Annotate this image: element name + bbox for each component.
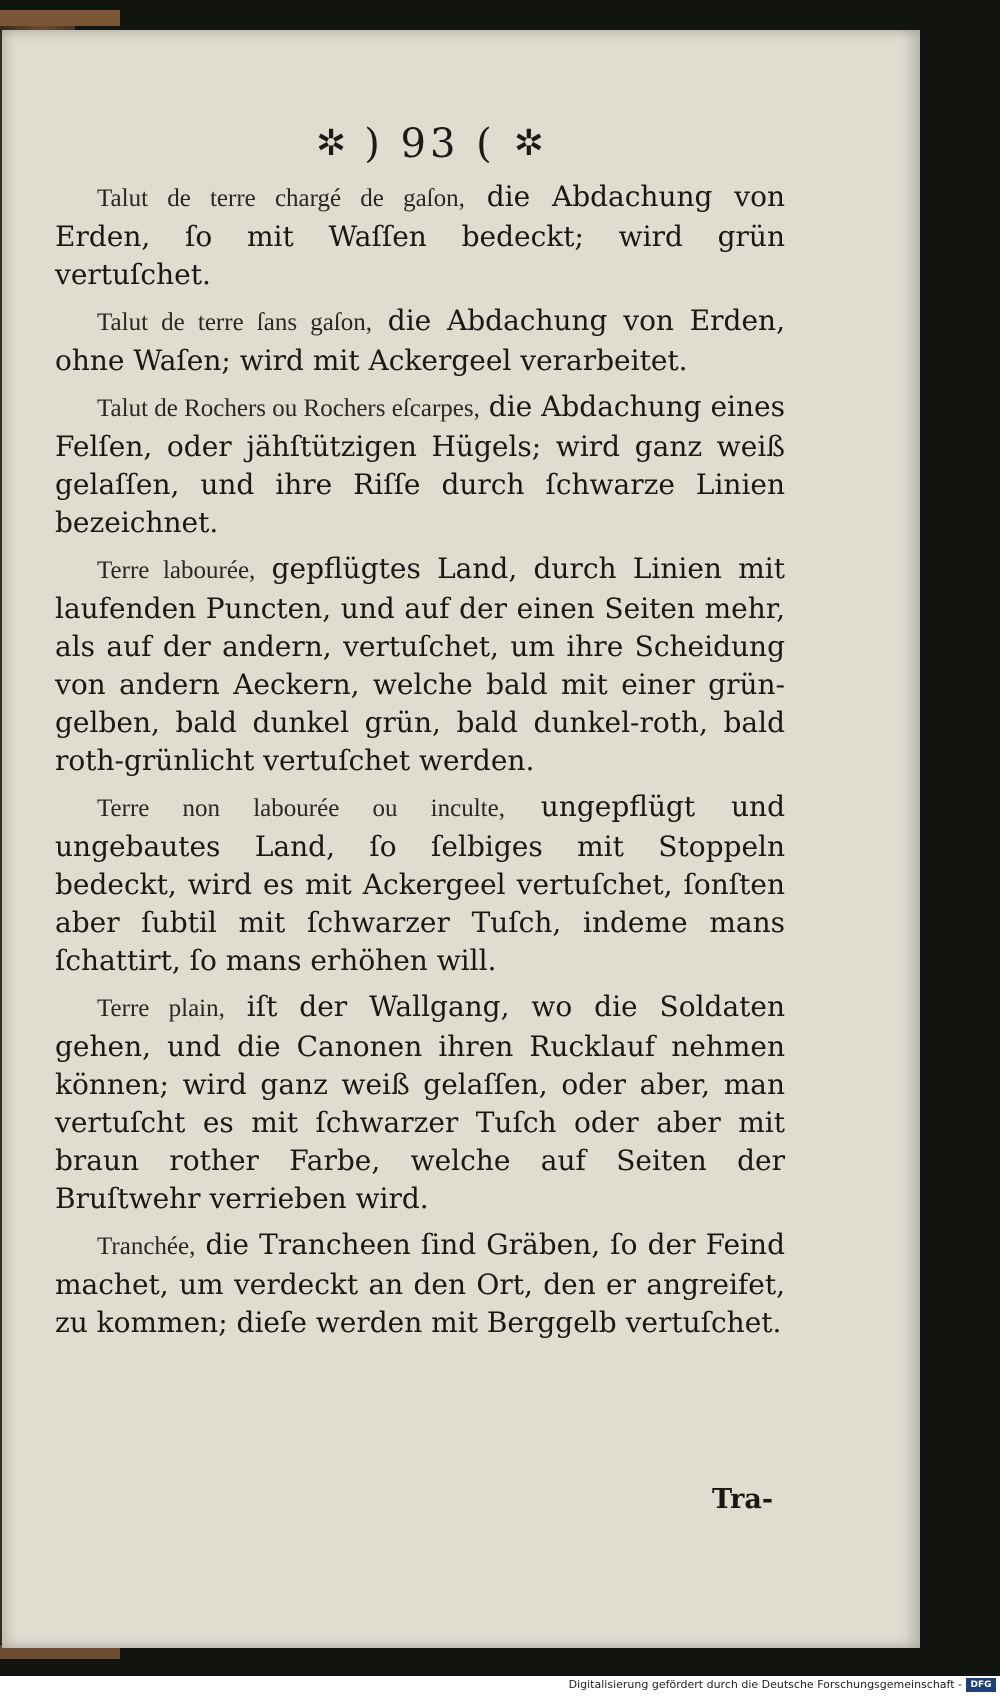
entry-terre-labouree bbox=[55, 550, 785, 780]
page-header bbox=[290, 118, 570, 170]
entry-text: die Abdachung von Erden, ohne Waſen; wird mit Ackergeel verarbeitet. bbox=[55, 304, 785, 377]
entry-text: die Abdachung eines Felſen, oder jähſtützigen Hügels; wird ganz weiß gelaſſen, und ihre Riſſe durch ſchwarze Linien bezeichnet. bbox=[55, 390, 785, 539]
body-text bbox=[55, 178, 785, 1350]
entry-talut-rochers bbox=[55, 388, 785, 542]
book-cover-corner-top bbox=[0, 10, 120, 26]
catchword: Tra- bbox=[712, 1484, 774, 1515]
entry-terre-non-labouree bbox=[55, 788, 785, 980]
entry-term: Tranchée, bbox=[97, 1233, 196, 1260]
funding-credit: Digitalisierung gefördert durch die Deutsche Forschungsgemeinschaft - bbox=[568, 1678, 962, 1691]
entry-talut-chargé bbox=[55, 178, 785, 294]
entry-text: iſt der Wallgang, wo die Soldaten gehen, und die Canonen ihren Rucklauf nehmen können; wird ganz weiß gelaſſen, oder aber, man vertuſcht es mit ſchwarzer Tuſch oder aber mit braun rother Farbe, welche auf Seiten der Bruſtwehr verrieben wird. bbox=[55, 990, 785, 1215]
entry-terre-plain bbox=[55, 988, 785, 1218]
entry-text: die Abdachung von Erden, ſo mit Waſſen bedeckt; wird grün vertuſchet. bbox=[55, 180, 785, 291]
digitization-footer bbox=[0, 1676, 1000, 1696]
entry-term: Talut de terre ſans gaſon, bbox=[97, 309, 372, 336]
entry-tranchee bbox=[55, 1226, 785, 1342]
entry-term: Talut de terre chargé de gaſon, bbox=[97, 185, 465, 212]
entry-talut-sans-gason bbox=[55, 302, 785, 380]
star-ornament-icon: ✲ bbox=[316, 123, 347, 164]
entry-term: Terre labourée, bbox=[97, 557, 256, 584]
entry-term: Terre plain, bbox=[97, 995, 225, 1022]
dfg-logo: DFG bbox=[966, 1678, 996, 1692]
entry-term: Talut de Rochers ou Rochers eſcarpes, bbox=[97, 395, 480, 422]
entry-text: ungepflügt und ungebautes Land, ſo ſelbiges mit Stoppeln bedeckt, wird es mit Ackergeel vertuſchet, ſonſten aber ſubtil mit ſchwarzer Tuſch, indeme mans ſchattirt, ſo mans erhöhen will. bbox=[55, 790, 785, 977]
entry-text: die Trancheen ſind Gräben, ſo der Feind machet, um verdeckt an den Ort, den er angreifet, zu kommen; dieſe werden mit Berggelb vertuſchet. bbox=[55, 1228, 786, 1339]
entry-term: Terre non labourée ou inculte, bbox=[97, 795, 505, 822]
page-number: ) 93 ( bbox=[364, 121, 496, 167]
star-ornament-icon: ✲ bbox=[513, 123, 544, 164]
entry-text: gepflügtes Land, durch Linien mit laufenden Puncten, und auf der einen Seiten mehr, als auf der andern, vertuſchet, um ihre Scheidung von andern Aeckern, welche bald mit einer grün-gelben, bald dunkel grün, bald dunkel-roth, bald roth-grünlicht vertuſchet werden. bbox=[55, 552, 785, 777]
